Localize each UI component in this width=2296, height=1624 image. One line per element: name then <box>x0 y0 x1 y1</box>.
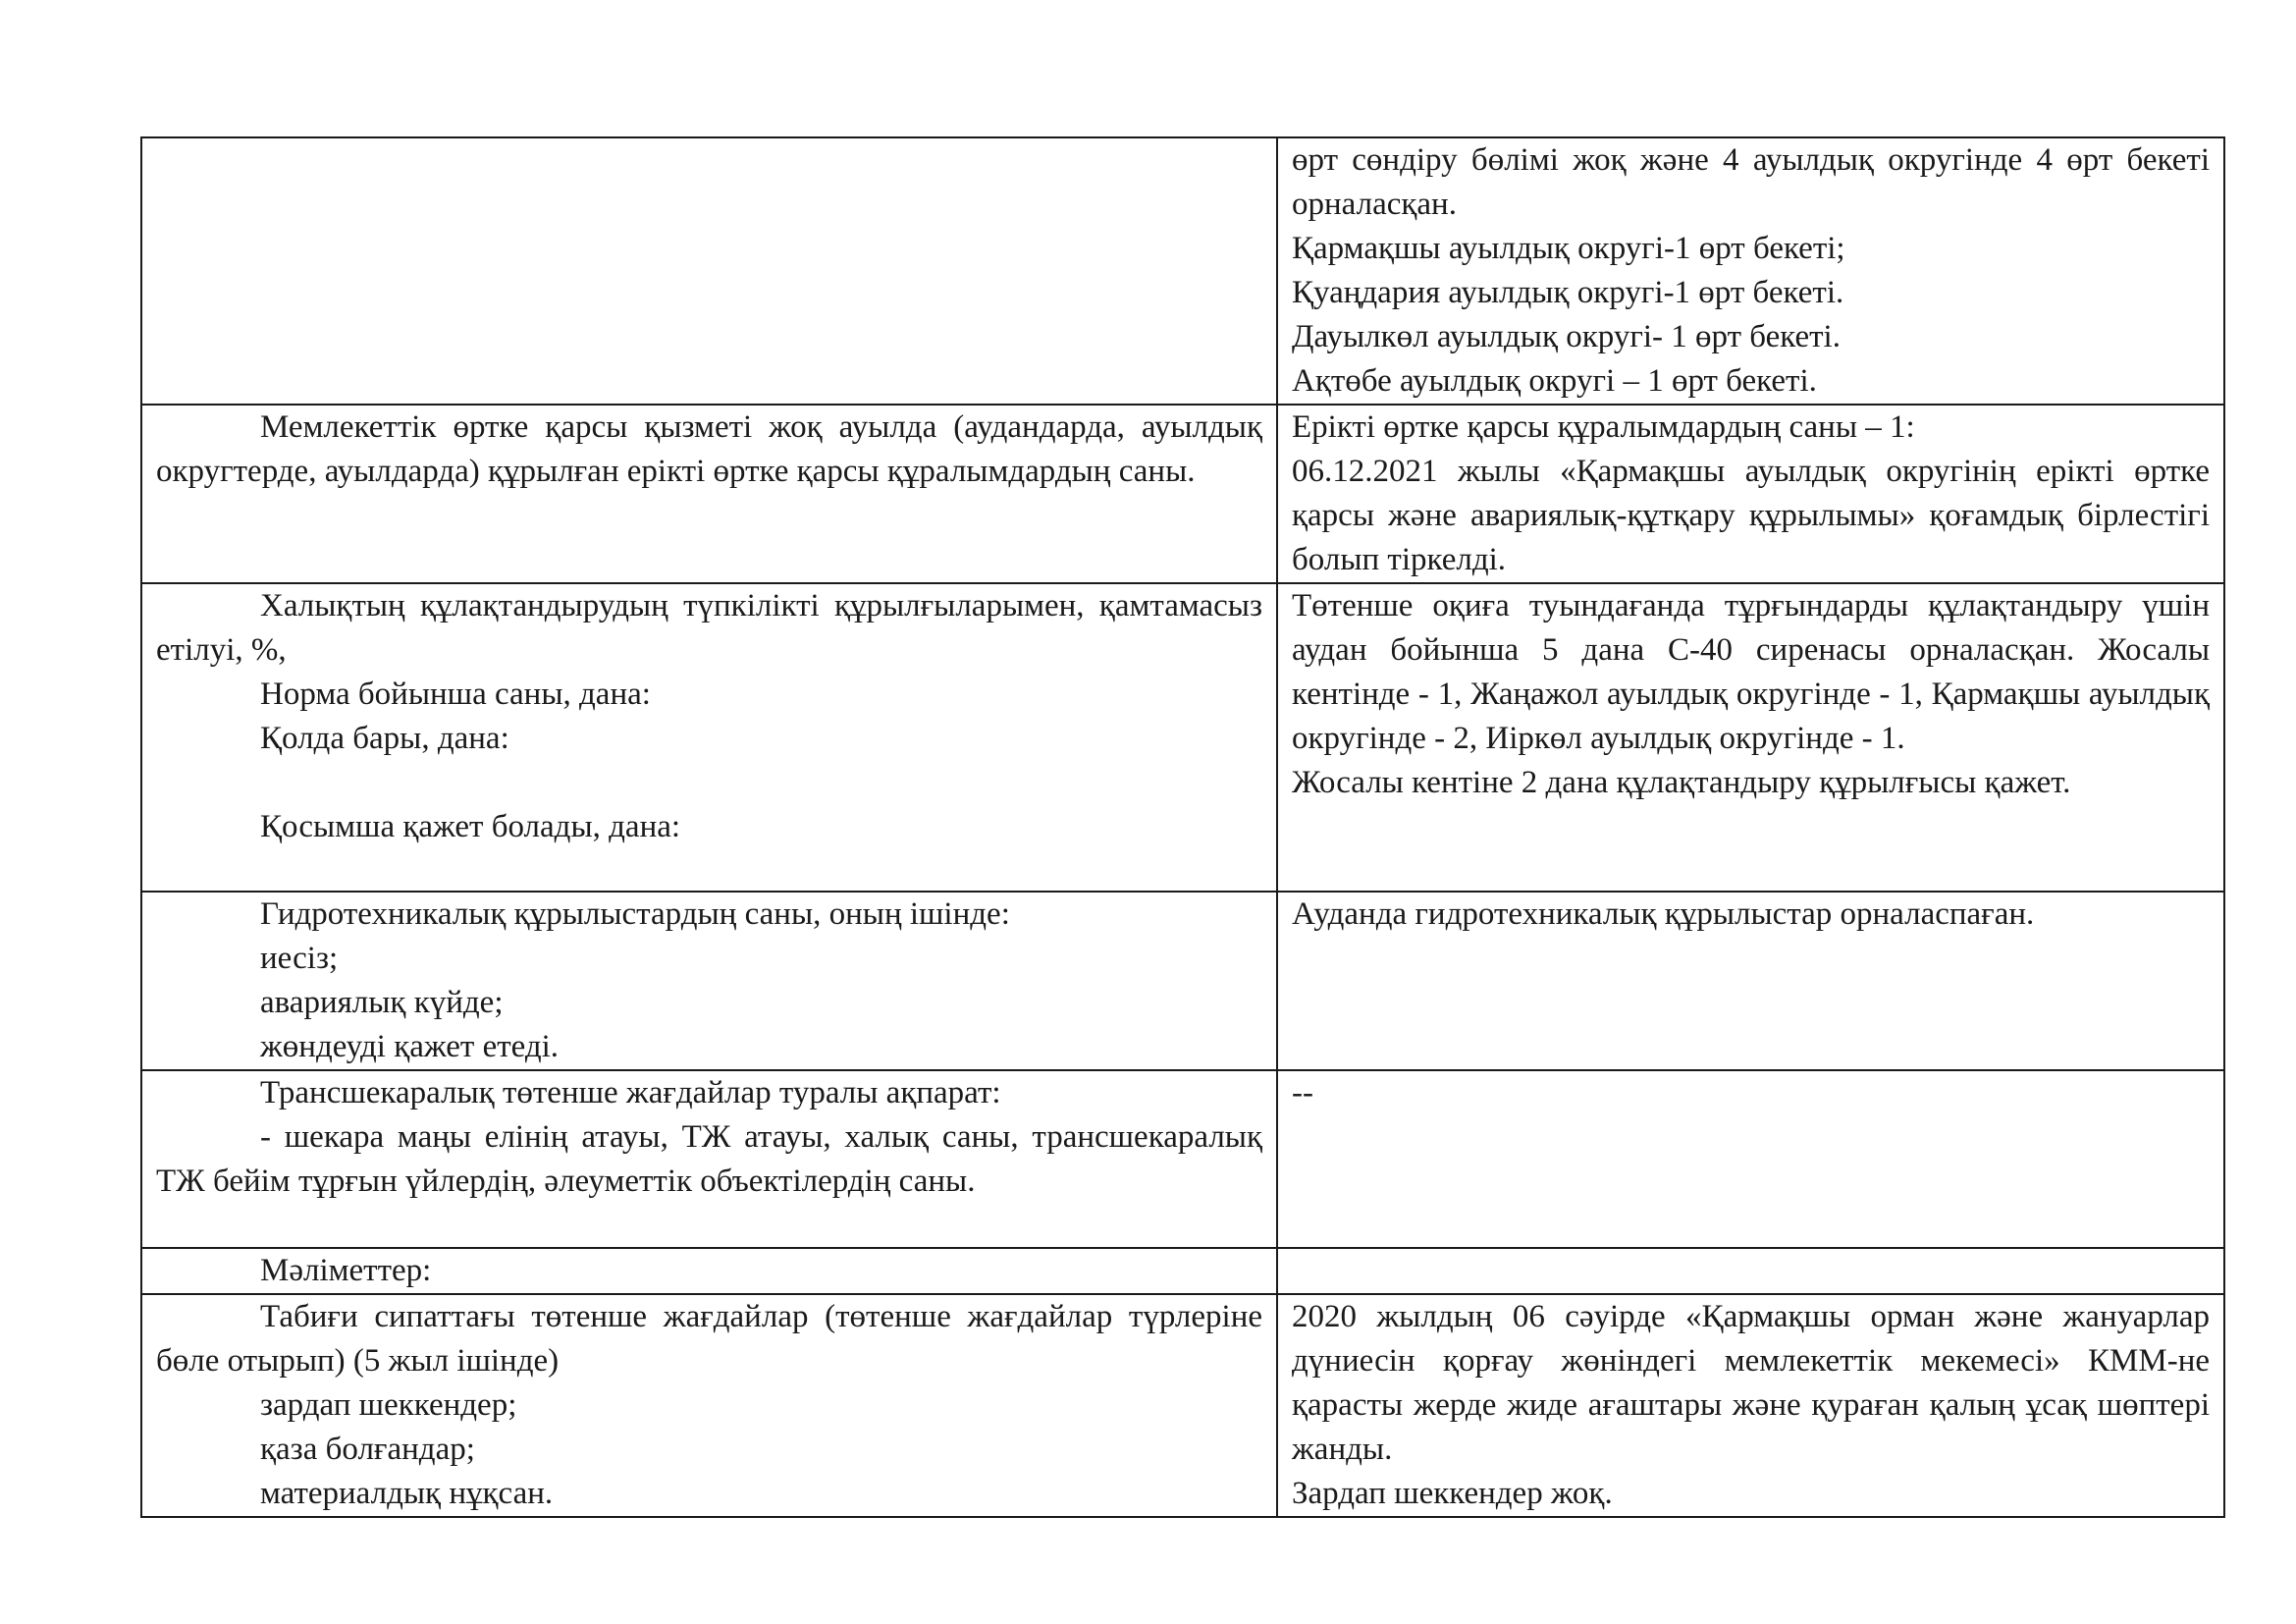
table-row <box>141 405 2224 583</box>
table-row <box>141 137 2224 405</box>
text-line: Мемлекеттік өртке қарсы қызметі жоқ ауылда (аудандарда, ауылдық округтерде, ауылдарда) құрылған ерікті өртке қарсы құралымдардың саны. <box>156 409 1262 489</box>
text-line: авариялық күйде; <box>260 985 504 1020</box>
text-line: Трансшекаралық төтенше жағдайлар туралы ақпарат: <box>260 1075 1001 1110</box>
info-table <box>140 136 2225 1518</box>
table-cell-value <box>1277 583 2224 892</box>
table-row <box>141 1070 2224 1248</box>
text-line: Ерікті өртке қарсы құралымдардың саны – 1: <box>1292 409 1915 445</box>
table-cell-label <box>141 1070 1277 1248</box>
text-line: 06.12.2021 жылы «Қармақшы ауылдық округінің ерікті өртке қарсы және авариялық-құтқару құрылымы» қоғамдық бірлестігі болып тіркелді. <box>1292 454 2210 577</box>
text-line: өрт сөндіру бөлімі жоқ және 4 ауылдық округінде 4 өрт бекеті орналасқан. <box>1292 142 2210 222</box>
table-row <box>141 1248 2224 1294</box>
text-line: зардап шеккендер; <box>260 1387 517 1423</box>
table-cell-value <box>1277 1294 2224 1517</box>
text-line: -- <box>1292 1075 1313 1110</box>
text-line: Жосалы кентіне 2 дана құлақтандыру құрылғысы қажет. <box>1292 765 2071 800</box>
table-row <box>141 583 2224 892</box>
table-cell-value <box>1277 1248 2224 1294</box>
text-line: Ауданда гидротехникалық құрылыстар орналаспаған. <box>1292 896 2035 932</box>
table-cell-label <box>141 1248 1277 1294</box>
text-line: Қуаңдария ауылдық округі-1 өрт бекеті. <box>1292 275 1844 310</box>
text-line: Қармақшы ауылдық округі-1 өрт бекеті; <box>1292 231 1845 266</box>
table-cell-value <box>1277 892 2224 1070</box>
table-row <box>141 1294 2224 1517</box>
text-line: - шекара маңы елінің атауы, ТЖ атауы, халық саны, трансшекаралық ТЖ бейім тұрғын үйлердің, әлеуметтік объектілердің саны. <box>156 1119 1262 1199</box>
text-line: иесіз; <box>260 941 339 976</box>
table-row <box>141 892 2224 1070</box>
text-line: Гидротехникалық құрылыстардың саны, оның ішінде: <box>260 896 1010 932</box>
text-line: Төтенше оқиға туындағанда тұрғындарды құлақтандыру үшін аудан бойынша 5 дана С-40 сиренасы орналасқан. Жосалы кентінде - 1, Жаңажол ауылдық округінде - 1, Қармақшы ауылдық округінде - 2, Иіркөл ауылдық округінде - 1. <box>1292 588 2210 756</box>
text-line: Мәліметтер: <box>260 1253 432 1288</box>
text-line: Халықтың құлақтандырудың түпкілікті құрылғыларымен, қамтамасыз етілуі, %, <box>156 588 1262 668</box>
text-line: Ақтөбе ауылдық округі – 1 өрт бекеті. <box>1292 363 1817 399</box>
text-line <box>156 761 1262 805</box>
table-cell-value <box>1277 137 2224 405</box>
table-cell-label <box>141 137 1277 405</box>
table-cell-label <box>141 1294 1277 1517</box>
text-line: Қосымша қажет болады, дана: <box>260 809 681 844</box>
table-cell-value <box>1277 1070 2224 1248</box>
text-line: жөндеуді қажет етеді. <box>260 1029 560 1064</box>
text-line: Қолда бары, дана: <box>260 721 509 756</box>
text-line: 2020 жылдың 06 сәуірде «Қармақшы орман және жануарлар дүниесін қорғау жөніндегі мемлекеттік мекемесі» КММ-не қарасты жерде жиде ағаштары және қураған қалың ұсақ шөптері жанды. <box>1292 1299 2210 1467</box>
table-cell-label <box>141 583 1277 892</box>
text-line: қаза болғандар; <box>260 1432 475 1467</box>
text-line: материалдық нұқсан. <box>260 1476 554 1511</box>
table-cell-value <box>1277 405 2224 583</box>
text-line: Зардап шеккендер жоқ. <box>1292 1476 1613 1511</box>
text-line: Табиғи сипаттағы төтенше жағдайлар (төтенше жағдайлар түрлеріне бөле отырып) (5 жыл ішінде) <box>156 1299 1262 1379</box>
text-line: Дауылкөл ауылдық округі- 1 өрт бекеті. <box>1292 319 1841 354</box>
table-cell-label <box>141 892 1277 1070</box>
table-cell-label <box>141 405 1277 583</box>
text-line: Норма бойынша саны, дана: <box>260 677 651 712</box>
